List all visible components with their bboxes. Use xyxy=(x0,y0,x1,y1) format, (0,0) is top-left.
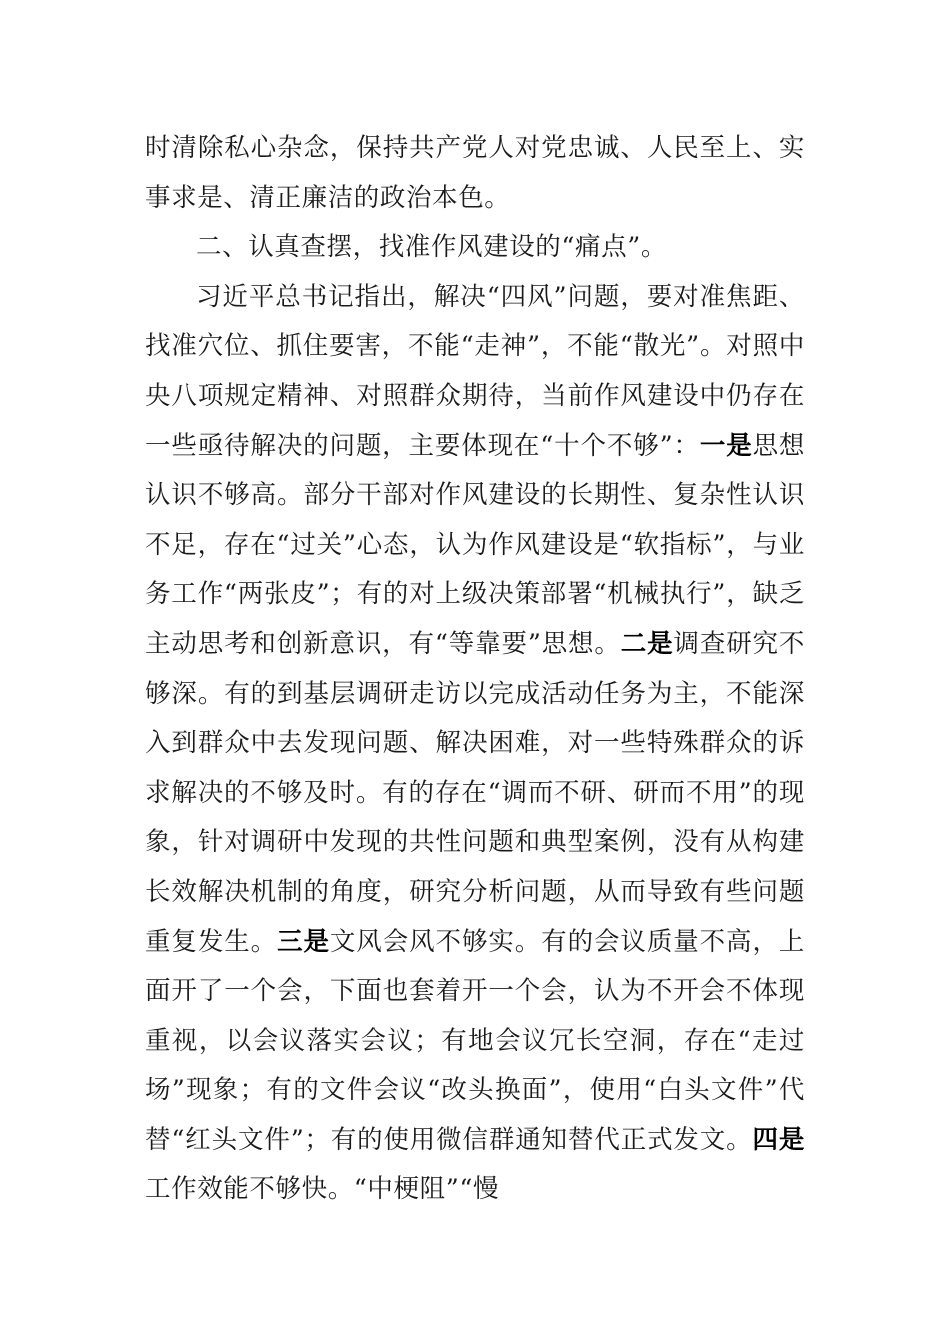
paragraph-body xyxy=(145,273,805,1215)
paragraph-text: 时清除私心杂念，保持共产党人对党忠诚、人民至上、实事求是、清正廉洁的政治本色。 xyxy=(145,133,805,213)
section-heading xyxy=(145,223,805,273)
point-marker-4: 四是 xyxy=(752,1124,805,1155)
paragraph-continuation xyxy=(145,124,805,223)
paragraph-text: 习近平总书记指出，解决“四风”问题，要对准焦距、找准穴位、抓住要害，不能“走神”，不能“散光”。对照中央八项规定精神、对照群众期待，当前作风建设中仍存在一些亟待解决的问题，主要体现在“十个不够”： xyxy=(145,281,805,461)
point-marker-1: 一是 xyxy=(699,430,753,461)
section-heading-text: 二、认真查摆，找准作风建设的“痛点”。 xyxy=(196,232,667,263)
document-body xyxy=(145,124,805,1215)
point-marker-2: 二是 xyxy=(620,628,674,659)
paragraph-text: 调查研究不够深。有的到基层调研走访以完成活动任务为主，不能深入到群众中去发现问题、解决困难，对一些特殊群众的诉求解决的不够及时。有的存在“调而不研、研而不用”的现象，针对调研中发现的共性问题和典型案例，没有从构建长效解决机制的角度，研究分析问题，从而导致有些问题重复发生。 xyxy=(145,628,805,957)
paragraph-text: 思想认识不够高。部分干部对作风建设的长期性、复杂性认识不足，存在“过关”心态，认为作风建设是“软指标”，与业务工作“两张皮”；有的对上级决策部署“机械执行”，缺乏主动思考和创新意识，有“等靠要”思想。 xyxy=(145,430,806,659)
paragraph-text: 文风会风不够实。有的会议质量不高，上面开了一个会，下面也套着开一个会，认为不开会不体现重视，以会议落实会议；有地会议冗长空洞，存在“走过场”现象；有的文件会议“改头换面”，使用“白头文件”代替“红头文件”；有的使用微信群通知替代正式发文。 xyxy=(145,926,805,1155)
point-marker-3: 三是 xyxy=(277,926,330,957)
paragraph-text: 工作效能不够快。“中梗阻”“慢 xyxy=(145,1174,500,1205)
